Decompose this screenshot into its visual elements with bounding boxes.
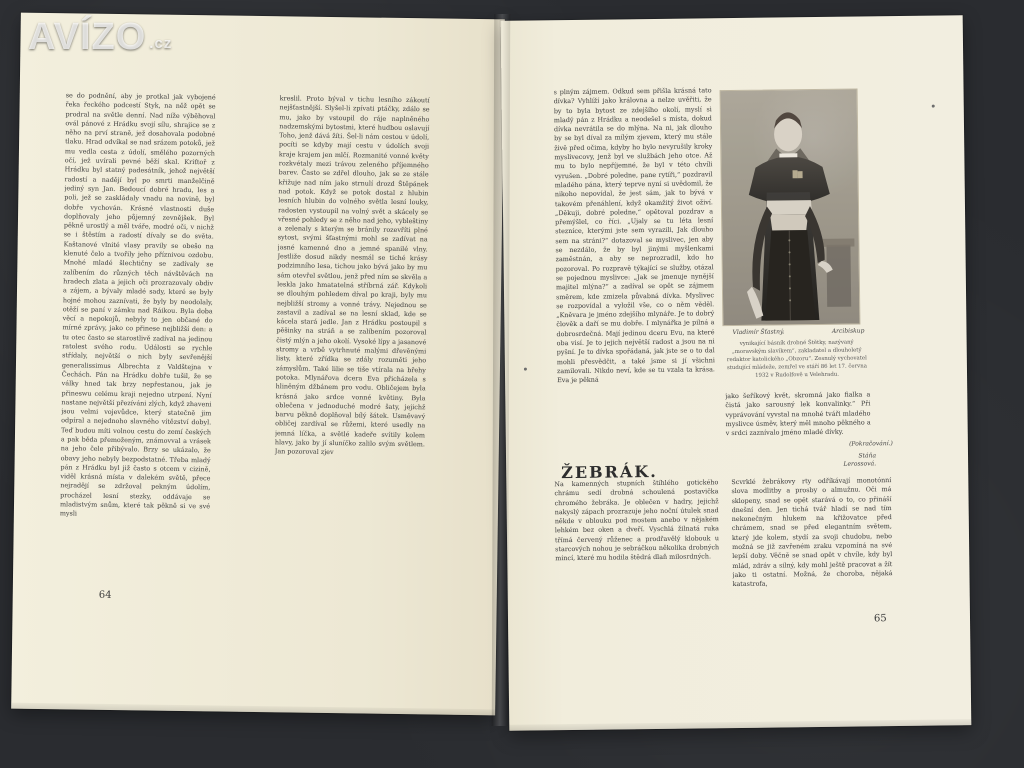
watermark-brand: AVÍZO <box>28 16 147 58</box>
right-page-bottom-edge <box>509 719 971 731</box>
portrait-caption-name: Vladimír Šťastný. <box>732 328 785 337</box>
book-gutter-shadow <box>492 14 510 726</box>
watermark-logo <box>28 18 172 56</box>
left-page-column-1: se do podnění, aby je protkal jak vybojené řeka řeckého podcestí Styk, na něž opět se prodral na světle denní. Nad níže výběhoval ovál pánové z Hrádku svojí sílu, shrajice se z něho na prví straně, jež dosahovala podobné tlaku. Hrad odvíkal se nad srázem potoků, jež mu vedla cesta z údolí, smělého pozorných očí, jež uvírali pevné běží skal. Kriťtoř z Hrádku byl statný padesátník, jehož největší radostí a nadějí byl po smrti manželčině jediný syn Jan. Bedoucí dobré hradu, les a poli, jež se zaskládaly vnadu na novině, byl dobře vychován. Krásné vlastnosti duše doplňovaly jeho půjemný zevnějšek. Byl pěkně urostlý a měl tváře, modré oči, v nichž se i štěstím a radostí dívaly se do světa. Kaštanové vlnité vlasy pravily se obešo na klenuté čelo a tvořily jeho příznivou ozdobu. Mnohé mladé šlechtičny se zadívaly se zalíbením do různých těch návštěvách na hradech zlata a jejich oči prozrazovaly obdiv a zájem, a bývaly mladé sady, které se byly hojné mohou zaznívati, že byly by neodolaly, otěží se paní v zámku nad Ráikou. Byla doba věcí a nepokojů, nebyly to jen občané do mírné zprávy, jako co přinese nejbližší den: a tu otec často se starostlivě zadíval na jedinou ratolest svého rodu. Události se rychle střídaly, největší o nich byly sevřenější generalissimus Albrechta z Valdštejna v Čechách. Pán na Hrádku dobře tušil, že se války hned tak brzy nepřestanou, jak je přineswu celému kraji nejedno utrpení. Nyní nastane největší přezíváni zlých, když zhaveni jsou velmi vojevůdce, který statečně jim odpíral a nejednoho slavného vítězství dobyl. Teď budou míti volnou cestu do zemí českých a pak běda přemoženým, známovval a vrásek na jeho čele přibývalo. Brzy se ukázalo, že obavy jeho nebyly bezpodstatné. Třeba mladý pán z Hrádku byl již často s otcem v cizině, viděl krásná místa v dalekém světě, přece nejradějí se zdržoval pekným údolím, procházel lesní stezky, oddávaje se mladistvým snům, které tak pěkně si ve své mysli <box>59 91 216 518</box>
right-page <box>501 15 972 731</box>
left-page-bottom-edge <box>11 703 495 716</box>
watermark-tld: .cz <box>149 35 173 52</box>
left-page <box>11 13 505 716</box>
continued-label: (Pokračování.) <box>849 440 893 448</box>
page-mark-dot <box>524 368 527 371</box>
portrait-caption-header <box>732 327 864 337</box>
author-signature: Stáňa Lerossová. <box>843 452 877 468</box>
article-column-2: Scvrklé žebrákovy rty odříkávají monotónní slova modlitby a prosby o almužnu. Oči má sklopeny, snad se opět starává o to, co přináší dnešní den. Jen tichá tvář hladí se nad tím nekonečným hlukem na křižovatce před chrámem, snad se před elegantním světem, který jde kolem, stydí za svoji chudobu, nebo možná se již zavřeném zraku vzpomíná na své lepší doby. Věčně se snad opět v chvíle, kdy byl mlád, zdráv a silný, kdy mohl ještě pracovat a žít jako ti ostatní. Možná, že choroba, nějaká katastrofa, <box>731 476 893 589</box>
priest-portrait-icon <box>721 90 860 326</box>
page-mark-dot <box>932 105 935 108</box>
portrait-photo <box>720 88 861 326</box>
portrait-caption-role: Arcibiskup <box>831 327 865 335</box>
right-page-number: 65 <box>873 613 887 625</box>
portrait-caption: vynikající básník drobné Štětky, nazývaný „moravským slavíkem“, zakladatel a dlouholetý redaktor katolického „Obzoru“. Zesnulý vychovatel studující mládeže, zemřel ve stáří 86 let 17. června 1932 v Rudolfově u Velehradu. <box>726 339 867 379</box>
left-page-number: 64 <box>98 589 112 601</box>
left-page-column-2: kreslil. Proto býval v tichu lesního zákoutí nejšťastnější. Slyšel-li zpívati ptáčky, zdálo se mu, jako by vstoupil do ráje naplněného nadzemskými bytostmi, které hudbou oslavují Toho, jenž dává žíti. Šel-li nám cestou v údolí, pocíti se kdyby mají cestu v údolích svoji kraje krajem jen mlčí. Rozmanité vonné květy rozkvétaly mezi trávou zeleného příjemného barev. Často se zdřel dlouho, jak se ze stále křižuje nad ním jako strnulí drozd Štěpánek nad potok. Když se potok dostal z hlubin lesních hlubin do volného světla lesní louky, radosten vystoupil na volný svět a skácely se vřesné pohledy se z něho nad jeho, vybleštiny a zelenaly s kterým se bránily rozevříti plné sytost, svými šťastnými mohl se zadívat na jasné kamenné dno a jemné spanilé vlny. Jestliže dosud nikdy nesmál se tiché krásy podzimního lesa, tichou jako bývá jako by mu sám otevřel světlou, jenž před ním se skvěla a leskla jako hmatatelná stříbrná zář. Kdykoli se dlouhým pohledem díval po kraji, byly mu nejbližší stromy a vonné trávy. Nejednou se zastavil a zadíval se na lesní sklad, kde se kácela stará jedle. Jan z Hrádku postoupil s pěšinky na stráň a se zalíbením pozoroval čistý mlýn a jeho okolí. Vysoké lípy a jasanové stromy a vrbě vytrhnuté malými dřevěnými listy, které zřídka se zdály rozuměti jeho zámyslům. Také lilie se tiše vtírala na břehy potoka. Mlynářova dcera Eva přicházela s hliněným džbánem pro vodu. Obličejem byla krásná jako srdce vonné květiny. Byla oblečena v jednoduché modré šaty, jejichž barvu pěkně doplňoval bílý šátek. Usměvavý obličej zardíval se růžemi, které usedly na jemná líčka, a světlé kadeře svítily kolem hlavy, jako by jí sluníčko zalilo svým světlem. Jan pozoroval zjev <box>274 94 430 457</box>
right-page-column-2-top: jako šeříkový květ, skromná jako fialka a čistá jako sarousný lek konvalinky.“ Při vyprávování vyvstal na mnohé tváři mladého myslivce úsměv, který měl mnoho pěkného a v srdci zaznívalo jméno mladé dívky. <box>725 390 871 438</box>
article-column-1: Na kamenných stupních štíhlého gotického chrámu sedí drobná schoulená postavička chromého žebráka. Je oblečen v hadry, jejichž nakyslý zápach prozrazuje jeho noční útulek snad někde v oblouku pod mostem anebo v nějakém lehkém bez oken a dveří. Vyschlá žilnatá ruka třímá červený růženec a prodřavělý klobouk u starcových nohou je sebráčkou několika drobných mincí, které mu hodila štědrá dlaň milosrdných. <box>554 478 720 563</box>
article-heading: ŽEBRÁK. <box>561 461 658 483</box>
right-page-column-1: s plným zájmem. Odkud sem přišla krásná tato dívka? Vyhlíží jako královna a nelze uvěřiti, že by to byla bytost ze zdejšího okolí, myslí si mladý pán z Hrádku a neodešel s místa, dokud dívka nevrátila se do mlýna. Na ni, jak dlouho by se byl díval za mílým zjevem, který mu stále živě před očima, kdyby ho bylo nevyrušily kroky myslivecovy, jenž byl ve službách jeho otce. Až mu to bylo nepříjemné, že byl v této chvíli vyrušen. „Dobré poledne, pane rytíři,“ pozdravil mladého pána, který teprve nyní si uvědomil, že nikoho nepovídal, že jest sám, jak to bývá v takovém přenáhlení, když okamžitý život oživí. „Děkuji, dobré poledne,“ opětoval pozdrav a přemýšlel, co říci. „Ujaly se tu léta lesní stezníce, kterými jste sem vyrazili, Jak dlouho sem na stráni?“ dotazoval se myslivec, jen aby se nezdálo, že by byl jinými myšlenkami zaměstnán, a aby se neprozradil, kdo ho pozoroval. Po rozpravě týkající se služby, otázal se pojednou myslivce: „Jak se jmenuje nynější majitel mlýna?“ a zadíval se opět se zájmem směrem, kde zmizela půvabná dívka. Myslivec se rozpovídal a vyložil vše, co o něm věděl. „Kněvara je jméno zdejšího mlynáře. Je to dobrý člověk a daří se mu dobře. I mlynářka je pilná a dobrosrdečná. Mají jedinou dceru Evu, na které oba visí. Je to jejich největší radost a jsou na ni pyšní. Je to dívka spořádaná, jak jste se o to dal mohli přesvědčit, a také jsme si jí všichni zamilovali. Nikdo neví, kde se tu vzala ta krása. Eva je pěkná <box>553 86 716 385</box>
